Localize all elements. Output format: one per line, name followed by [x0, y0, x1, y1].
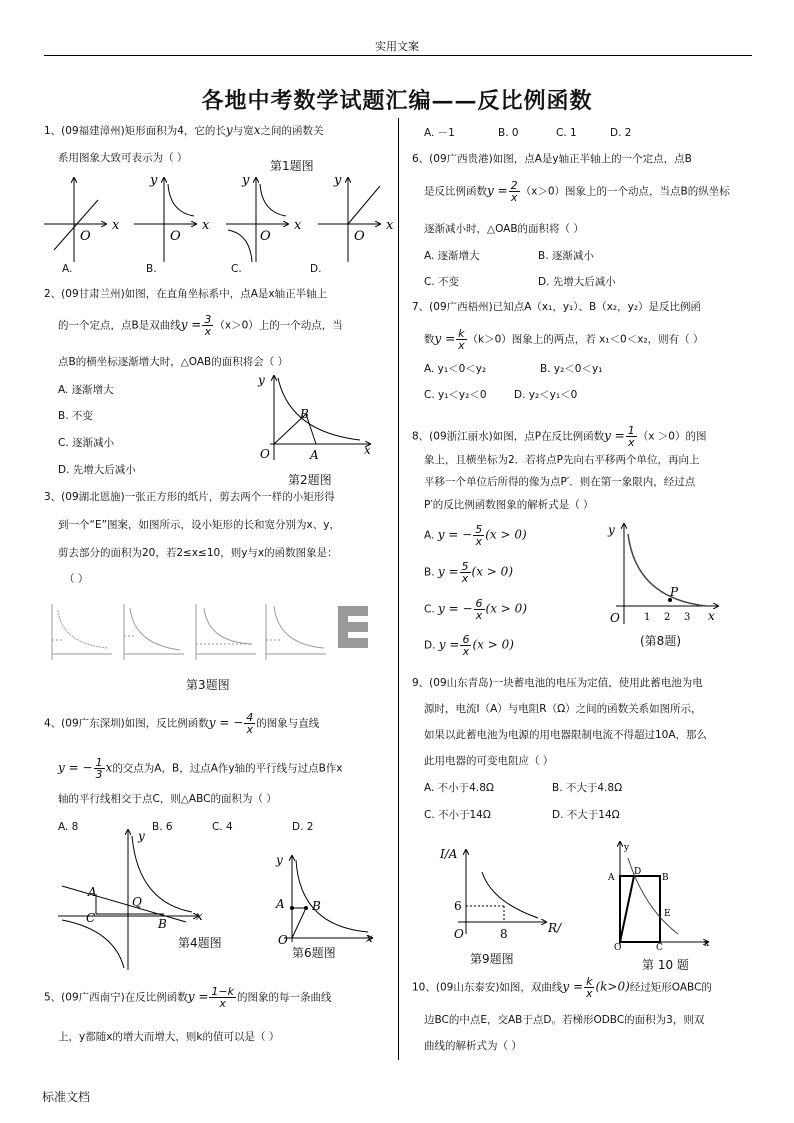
- svg-text:A: A: [276, 897, 285, 911]
- svg-text:A: A: [310, 448, 319, 462]
- svg-text:D: D: [634, 867, 642, 877]
- q8-caption: (第8题): [640, 634, 681, 648]
- q9-line4: 此用电器的可变电阻应（ ）: [424, 755, 554, 767]
- q7-line2: 数y = $\frac{k}{x}$ （k＞0）图象上的两点，若 x₁＜0＜x₂，则有（ ）: [424, 327, 704, 352]
- q2-option-a: A. 逐渐增大: [58, 384, 114, 396]
- q6-option-d: D. 先增大后减小: [538, 276, 616, 288]
- svg-text:1: 1: [644, 612, 651, 623]
- q9-line1: 9、(09山东青岛)一块蓄电池的电压为定值，使用此蓄电池为电: [412, 677, 703, 689]
- svg-text:y: y: [624, 843, 630, 853]
- svg-text:A: A: [88, 885, 97, 899]
- svg-text:y: y: [276, 853, 283, 867]
- svg-text:6: 6: [454, 899, 462, 913]
- q2-caption: 第2题图: [288, 473, 332, 487]
- q4-caption: 第4题图: [178, 936, 222, 950]
- q1-graph-a: [44, 178, 120, 262]
- q8-figure: [600, 520, 724, 628]
- svg-text:y: y: [258, 373, 265, 387]
- q8-option-a: A. y = − $\frac{5}{x}$ (x > 0): [424, 523, 527, 548]
- q2-option-b: B. 不变: [58, 410, 93, 422]
- svg-text:x: x: [386, 218, 394, 233]
- svg-text:O: O: [260, 447, 270, 461]
- svg-text:3: 3: [684, 612, 691, 623]
- q3-line2: 到一个“E”图案，如图所示，设小矩形的长和宽分别为x、y，: [58, 519, 340, 531]
- svg-text:O: O: [260, 229, 271, 244]
- q10-line2: 边BC的中点E，交AB于点D。若梯形ODBC的面积为3，则双: [424, 1014, 705, 1026]
- svg-text:x: x: [366, 931, 373, 944]
- svg-text:x: x: [196, 909, 203, 923]
- svg-text:O: O: [614, 943, 622, 950]
- q3-graph-d: [266, 604, 326, 660]
- svg-text:O: O: [170, 229, 181, 244]
- page-header: 实用文案: [375, 40, 419, 53]
- q2-figure: [254, 372, 374, 464]
- svg-text:y: y: [242, 173, 250, 188]
- q3-caption: 第3题图: [186, 678, 230, 692]
- q10-figure: [604, 838, 714, 950]
- q2-option-d: D. 先增大后减小: [58, 464, 136, 476]
- q2-option-c: C. 逐渐减小: [58, 437, 115, 449]
- q4-line1: 4、(09广东深圳)如图，反比例函数y = − $\frac{4}{x}$ 的图象与直线: [44, 711, 320, 736]
- q7-option-a: A. y₁＜0＜y₂: [424, 363, 487, 375]
- q4-option-b: B. 6: [152, 821, 173, 833]
- q4-option-a: A. 8: [58, 821, 79, 833]
- q3-graph-c: [196, 604, 256, 660]
- q5-option-c: C. 1: [556, 127, 577, 139]
- q3-line1: 3、(09湖北恩施)一张正方形的纸片，剪去两个一样的小矩形得: [44, 491, 335, 503]
- q8-line3: 平移一个单位后所得的像为点P′．则在第一象限内，经过点: [424, 476, 696, 488]
- q2-line1: 2、(09甘肃兰州)如图，在直角坐标系中，点A是x轴正半轴上: [44, 288, 328, 300]
- q1-option-c: C.: [231, 263, 242, 275]
- svg-text:y: y: [608, 523, 615, 537]
- svg-text:B: B: [158, 917, 167, 931]
- q3-graph-a: [52, 604, 112, 660]
- q10-caption: 第 10 题: [642, 958, 689, 972]
- column-divider: [398, 118, 399, 1060]
- q6-line3: 逐渐减小时，△OAB的面积将（ ）: [424, 223, 584, 235]
- svg-text:O: O: [454, 927, 464, 941]
- svg-text:O: O: [80, 229, 91, 244]
- q3-graph-b: [124, 604, 184, 660]
- q5-option-d: D. 2: [610, 127, 632, 139]
- q8-line2: 象上，且横坐标为2．若将点P先向右平移两个单位，再向上: [424, 454, 700, 466]
- q9-option-c: C. 不小于14Ω: [424, 809, 491, 821]
- q1-graph-c: [226, 173, 302, 262]
- svg-text:C: C: [86, 911, 96, 925]
- q9-option-a: A. 不小于4.8Ω: [424, 782, 494, 794]
- q5-line2: 上，y都随x的增大而增大，则k的值可以是（ ）: [58, 1031, 280, 1043]
- q4-line3: 轴的平行线相交于点C，则△ABC的面积为（ ）: [58, 793, 277, 805]
- svg-text:I/A: I/A: [440, 847, 458, 861]
- svg-text:x: x: [294, 218, 302, 233]
- q8-line4: P′的反比例函数图象的解析式是（ ）: [424, 499, 594, 511]
- page-footer: 标准文档: [42, 1090, 91, 1104]
- q6-line2: 是反比例函数y = $\frac{2}{x}$ （x＞0）图象上的一个动点，当点B的纵坐标: [424, 179, 730, 204]
- q9-caption: 第9题图: [470, 952, 514, 966]
- q4-option-d: D. 2: [292, 821, 314, 833]
- svg-text:O: O: [354, 229, 365, 244]
- q8-option-c: C. y = − $\frac{6}{x}$ (x > 0): [424, 597, 527, 622]
- q1-option-d: D.: [310, 263, 322, 275]
- svg-text:P: P: [670, 585, 679, 599]
- q1-option-b: B.: [146, 263, 157, 275]
- svg-text:y: y: [334, 173, 342, 188]
- svg-text:A: A: [608, 873, 615, 883]
- svg-text:C: C: [656, 943, 663, 950]
- q6-option-b: B. 逐渐减小: [538, 250, 594, 262]
- q1-graph-b: [134, 173, 210, 262]
- q6-option-c: C. 不变: [424, 276, 460, 288]
- q3-graphs: [48, 600, 378, 670]
- q9-option-b: B. 不大于4.8Ω: [552, 782, 623, 794]
- q3-line4: （ ）: [64, 573, 89, 585]
- q7-option-c: C. y₁＜y₂＜0: [424, 389, 487, 401]
- svg-text:B: B: [312, 899, 321, 913]
- q6-caption: 第6题图: [292, 946, 336, 960]
- svg-text:Q: Q: [132, 895, 142, 909]
- q10-line1: 10、(09山东泰安)如图，双曲线y = $\frac{k}{x}$ (k>0)经过矩形OABC的: [412, 975, 712, 1000]
- svg-text:2: 2: [664, 612, 671, 623]
- q9-line3: 如果以此蓄电池为电源的用电器限制电流不得超过10A，那么: [424, 729, 708, 741]
- q5-option-b: B. 0: [498, 127, 519, 139]
- q2-line3: 点B的横坐标逐渐增大时，△OAB的面积将会（ ）: [58, 356, 289, 368]
- svg-text:B: B: [662, 873, 669, 883]
- q7-line1: 7、(09广西梧州)已知点A（x₁，y₁）、B（x₂，y₂）是反比例函: [412, 301, 702, 313]
- q7-option-b: B. y₂＜0＜y₁: [540, 363, 603, 375]
- svg-text:8: 8: [500, 927, 508, 941]
- q10-line3: 曲线的解析式为（ ）: [424, 1040, 522, 1052]
- q8-option-b: B. y = $\frac{5}{x}$ (x > 0): [424, 560, 513, 585]
- svg-text:y: y: [138, 829, 145, 843]
- q1-line2: 系用图象大致可表示为（ ）: [58, 152, 188, 164]
- q1-caption: 第1题图: [270, 159, 314, 173]
- q1-option-a: A.: [62, 263, 73, 275]
- svg-text:x: x: [202, 218, 210, 233]
- q6-figure: [264, 852, 376, 944]
- svg-text:O: O: [278, 933, 288, 944]
- svg-text:B: B: [300, 407, 309, 421]
- svg-text:E: E: [664, 909, 671, 919]
- svg-text:x: x: [708, 609, 715, 623]
- q9-line2: 源时，电流I（A）与电阻R（Ω）之间的函数关系如图所示，: [424, 703, 702, 715]
- q6-line1: 6、(09广西贵港)如图，点A是y轴正半轴上的一个定点，点B: [412, 153, 692, 165]
- q3-line3: 剪去部分的面积为20，若2≤x≤10，则y与x的函数图象是：: [58, 547, 338, 559]
- q8-line1: 8、(09浙江丽水)如图，点P在反比例函数y = $\frac{1}{x}$ （x ＞0）的图: [412, 424, 707, 449]
- q1-graph-d: [318, 173, 394, 262]
- svg-text:x: x: [704, 939, 710, 949]
- e-shape: [338, 606, 368, 648]
- q7-option-d: D. y₂＜y₁＜0: [514, 389, 578, 401]
- svg-text:R/: R/: [548, 921, 562, 935]
- svg-text:x: x: [364, 443, 371, 457]
- q8-option-d: D. y = $\frac{6}{x}$ (x > 0): [424, 633, 514, 658]
- q4-line2: y = − $\frac{1}{3}$ x的交点为A，B，过点A作y轴的平行线与过点B作x: [58, 756, 343, 781]
- q1-line1: 1、(09福建漳州)矩形面积为4，它的长y与宽x之间的函数关: [44, 123, 324, 137]
- q5-option-a: A. －1: [424, 127, 455, 139]
- page-title: 各地中考数学试题汇编——反比例函数: [201, 88, 593, 114]
- q4-option-c: C. 4: [212, 821, 233, 833]
- q9-figure: [436, 842, 568, 942]
- header-rule: [44, 55, 752, 56]
- svg-text:y: y: [150, 173, 158, 188]
- q2-line2: 的一个定点，点B是双曲线y = $\frac{3}{x}$ （x＞0）上的一个动点，当: [58, 313, 343, 338]
- svg-text:x: x: [112, 218, 120, 233]
- q1-graphs: [44, 172, 394, 272]
- q6-option-a: A. 逐渐增大: [424, 250, 480, 262]
- q9-option-d: D. 不大于14Ω: [552, 809, 620, 821]
- q5-line1: 5、(09广西南宁)在反比例函数y = $\frac{1-k}{x}$ 的图象的每一条曲线: [44, 985, 332, 1010]
- svg-text:O: O: [610, 611, 620, 625]
